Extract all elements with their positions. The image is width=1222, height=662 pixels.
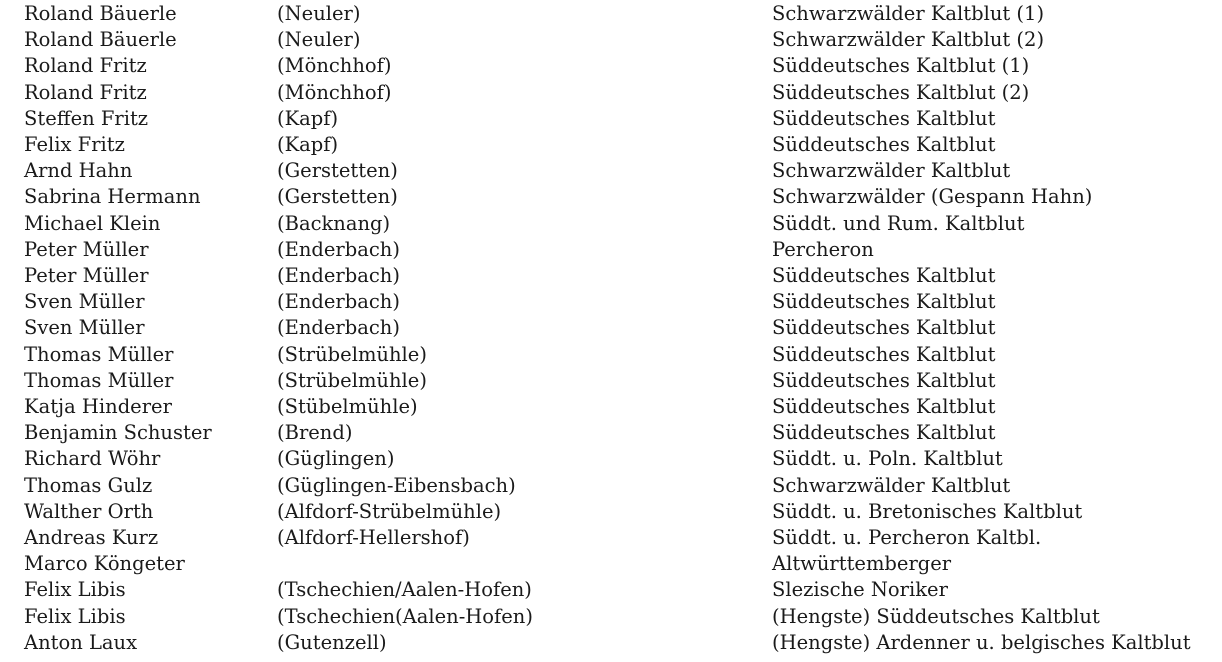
horse-breed: Süddeutsches Kaltblut bbox=[772, 106, 996, 130]
horse-breed: Schwarzwälder Kaltblut bbox=[772, 473, 1011, 497]
participant-location: (Enderbach) bbox=[277, 316, 400, 340]
horse-breed: (Hengste) Süddeutsches Kaltblut bbox=[772, 604, 1100, 628]
horse-breed: Süddeutsches Kaltblut bbox=[772, 368, 996, 392]
participant-name: Anton Laux bbox=[24, 630, 138, 654]
participant-name: Roland Fritz bbox=[24, 80, 147, 104]
participant-location: (Strübelmühle) bbox=[277, 368, 427, 392]
list-row bbox=[0, 1, 1222, 27]
participant-location: (Mönchhof) bbox=[277, 54, 392, 78]
horse-breed: Süddeutsches Kaltblut bbox=[772, 290, 996, 314]
participant-name: Walther Orth bbox=[24, 499, 154, 523]
horse-breed: Schwarzwälder (Gespann Hahn) bbox=[772, 185, 1093, 209]
list-row bbox=[0, 630, 1222, 656]
list-row bbox=[0, 604, 1222, 630]
horse-breed: Schwarzwälder Kaltblut (2) bbox=[772, 28, 1045, 52]
participant-location: (Enderbach) bbox=[277, 237, 400, 261]
participant-name: Michael Klein bbox=[24, 211, 161, 235]
participant-location: (Gutenzell) bbox=[277, 630, 387, 654]
list-row bbox=[0, 132, 1222, 158]
participant-name: Felix Fritz bbox=[24, 133, 125, 156]
list-row bbox=[0, 446, 1222, 472]
participant-location: (Kapf) bbox=[277, 106, 339, 130]
list-row bbox=[0, 342, 1222, 368]
participant-name: Felix Libis bbox=[24, 578, 126, 602]
list-row bbox=[0, 158, 1222, 184]
horse-breed: Süddeutsches Kaltblut bbox=[772, 264, 996, 287]
participant-location: (Gerstetten) bbox=[277, 159, 398, 183]
participant-name: Steffen Fritz bbox=[24, 106, 149, 130]
list-row bbox=[0, 577, 1222, 603]
participant-location: (Neuler) bbox=[277, 28, 361, 52]
list-row bbox=[0, 315, 1222, 341]
horse-breed: Slezische Noriker bbox=[772, 578, 948, 602]
list-row bbox=[0, 27, 1222, 53]
participant-name: Benjamin Schuster bbox=[24, 421, 212, 445]
participant-name: Thomas Gulz bbox=[24, 473, 153, 497]
participant-name: Richard Wöhr bbox=[24, 447, 161, 471]
horse-breed: (Hengste) Ardenner u. belgisches Kaltblut bbox=[772, 630, 1191, 654]
list-row bbox=[0, 53, 1222, 79]
participant-location: (Alfdorf-Hellershof) bbox=[277, 526, 470, 549]
list-row bbox=[0, 80, 1222, 106]
list-row bbox=[0, 237, 1222, 263]
participant-name: Roland Bäuerle bbox=[24, 2, 177, 25]
participant-location: (Brend) bbox=[277, 421, 353, 445]
participant-name: Sven Müller bbox=[24, 316, 145, 340]
list-row bbox=[0, 525, 1222, 551]
list-row bbox=[0, 473, 1222, 499]
participant-name: Arnd Hahn bbox=[24, 159, 133, 183]
list-row bbox=[0, 368, 1222, 394]
participant-location: (Tschechien/Aalen-Hofen) bbox=[277, 578, 532, 602]
horse-breed: Percheron bbox=[772, 237, 874, 261]
participant-location: (Mönchhof) bbox=[277, 80, 392, 104]
list-row bbox=[0, 551, 1222, 577]
participant-location: (Güglingen-Eibensbach) bbox=[277, 473, 516, 497]
participant-name: Thomas Müller bbox=[24, 368, 174, 392]
participant-location: (Alfdorf-Strübelmühle) bbox=[277, 499, 502, 523]
horse-breed: Süddt. u. Percheron Kaltbl. bbox=[772, 526, 1042, 549]
list-row bbox=[0, 106, 1222, 132]
participant-location: (Neuler) bbox=[277, 2, 361, 25]
horse-breed: Süddt. u. Poln. Kaltblut bbox=[772, 447, 1003, 471]
participant-name: Andreas Kurz bbox=[24, 526, 159, 549]
participant-location: (Enderbach) bbox=[277, 264, 400, 287]
horse-breed: Schwarzwälder Kaltblut (1) bbox=[772, 2, 1045, 25]
list-row bbox=[0, 211, 1222, 237]
participant-location: (Gerstetten) bbox=[277, 185, 398, 209]
horse-breed: Süddeutsches Kaltblut bbox=[772, 395, 996, 418]
participant-name: Sven Müller bbox=[24, 290, 145, 314]
horse-breed: Süddt. u. Bretonisches Kaltblut bbox=[772, 499, 1083, 523]
list-row bbox=[0, 420, 1222, 446]
horse-breed: Süddeutsches Kaltblut (2) bbox=[772, 80, 1030, 104]
participant-location: (Enderbach) bbox=[277, 290, 400, 314]
participant-name: Sabrina Hermann bbox=[24, 185, 201, 209]
participant-name: Thomas Müller bbox=[24, 342, 174, 366]
participant-name: Katja Hinderer bbox=[24, 395, 172, 418]
horse-breed: Süddeutsches Kaltblut bbox=[772, 342, 996, 366]
participant-location: (Strübelmühle) bbox=[277, 342, 427, 366]
horse-breed: Süddeutsches Kaltblut bbox=[772, 316, 996, 340]
participant-name: Peter Müller bbox=[24, 237, 149, 261]
participant-location: (Güglingen) bbox=[277, 447, 395, 471]
list-row bbox=[0, 289, 1222, 315]
list-row bbox=[0, 499, 1222, 525]
participant-location: (Backnang) bbox=[277, 211, 391, 235]
list-row bbox=[0, 184, 1222, 210]
horse-breed: Süddeutsches Kaltblut (1) bbox=[772, 54, 1030, 78]
horse-breed: Altwürttemberger bbox=[772, 552, 952, 576]
horse-breed: Süddeutsches Kaltblut bbox=[772, 421, 996, 445]
list-row bbox=[0, 394, 1222, 420]
horse-breed: Schwarzwälder Kaltblut bbox=[772, 159, 1011, 183]
participant-name: Roland Fritz bbox=[24, 54, 147, 78]
horse-breed: Süddeutsches Kaltblut bbox=[772, 133, 996, 156]
participant-name: Felix Libis bbox=[24, 604, 126, 628]
horse-breed: Süddt. und Rum. Kaltblut bbox=[772, 211, 1025, 235]
participant-name: Roland Bäuerle bbox=[24, 28, 177, 52]
participant-location: (Stübelmühle) bbox=[277, 395, 418, 418]
participant-name: Peter Müller bbox=[24, 264, 149, 287]
participant-location: (Tschechien(Aalen-Hofen) bbox=[277, 604, 533, 628]
list-row bbox=[0, 263, 1222, 289]
participant-name: Marco Köngeter bbox=[24, 552, 185, 576]
participant-location: (Kapf) bbox=[277, 133, 339, 156]
